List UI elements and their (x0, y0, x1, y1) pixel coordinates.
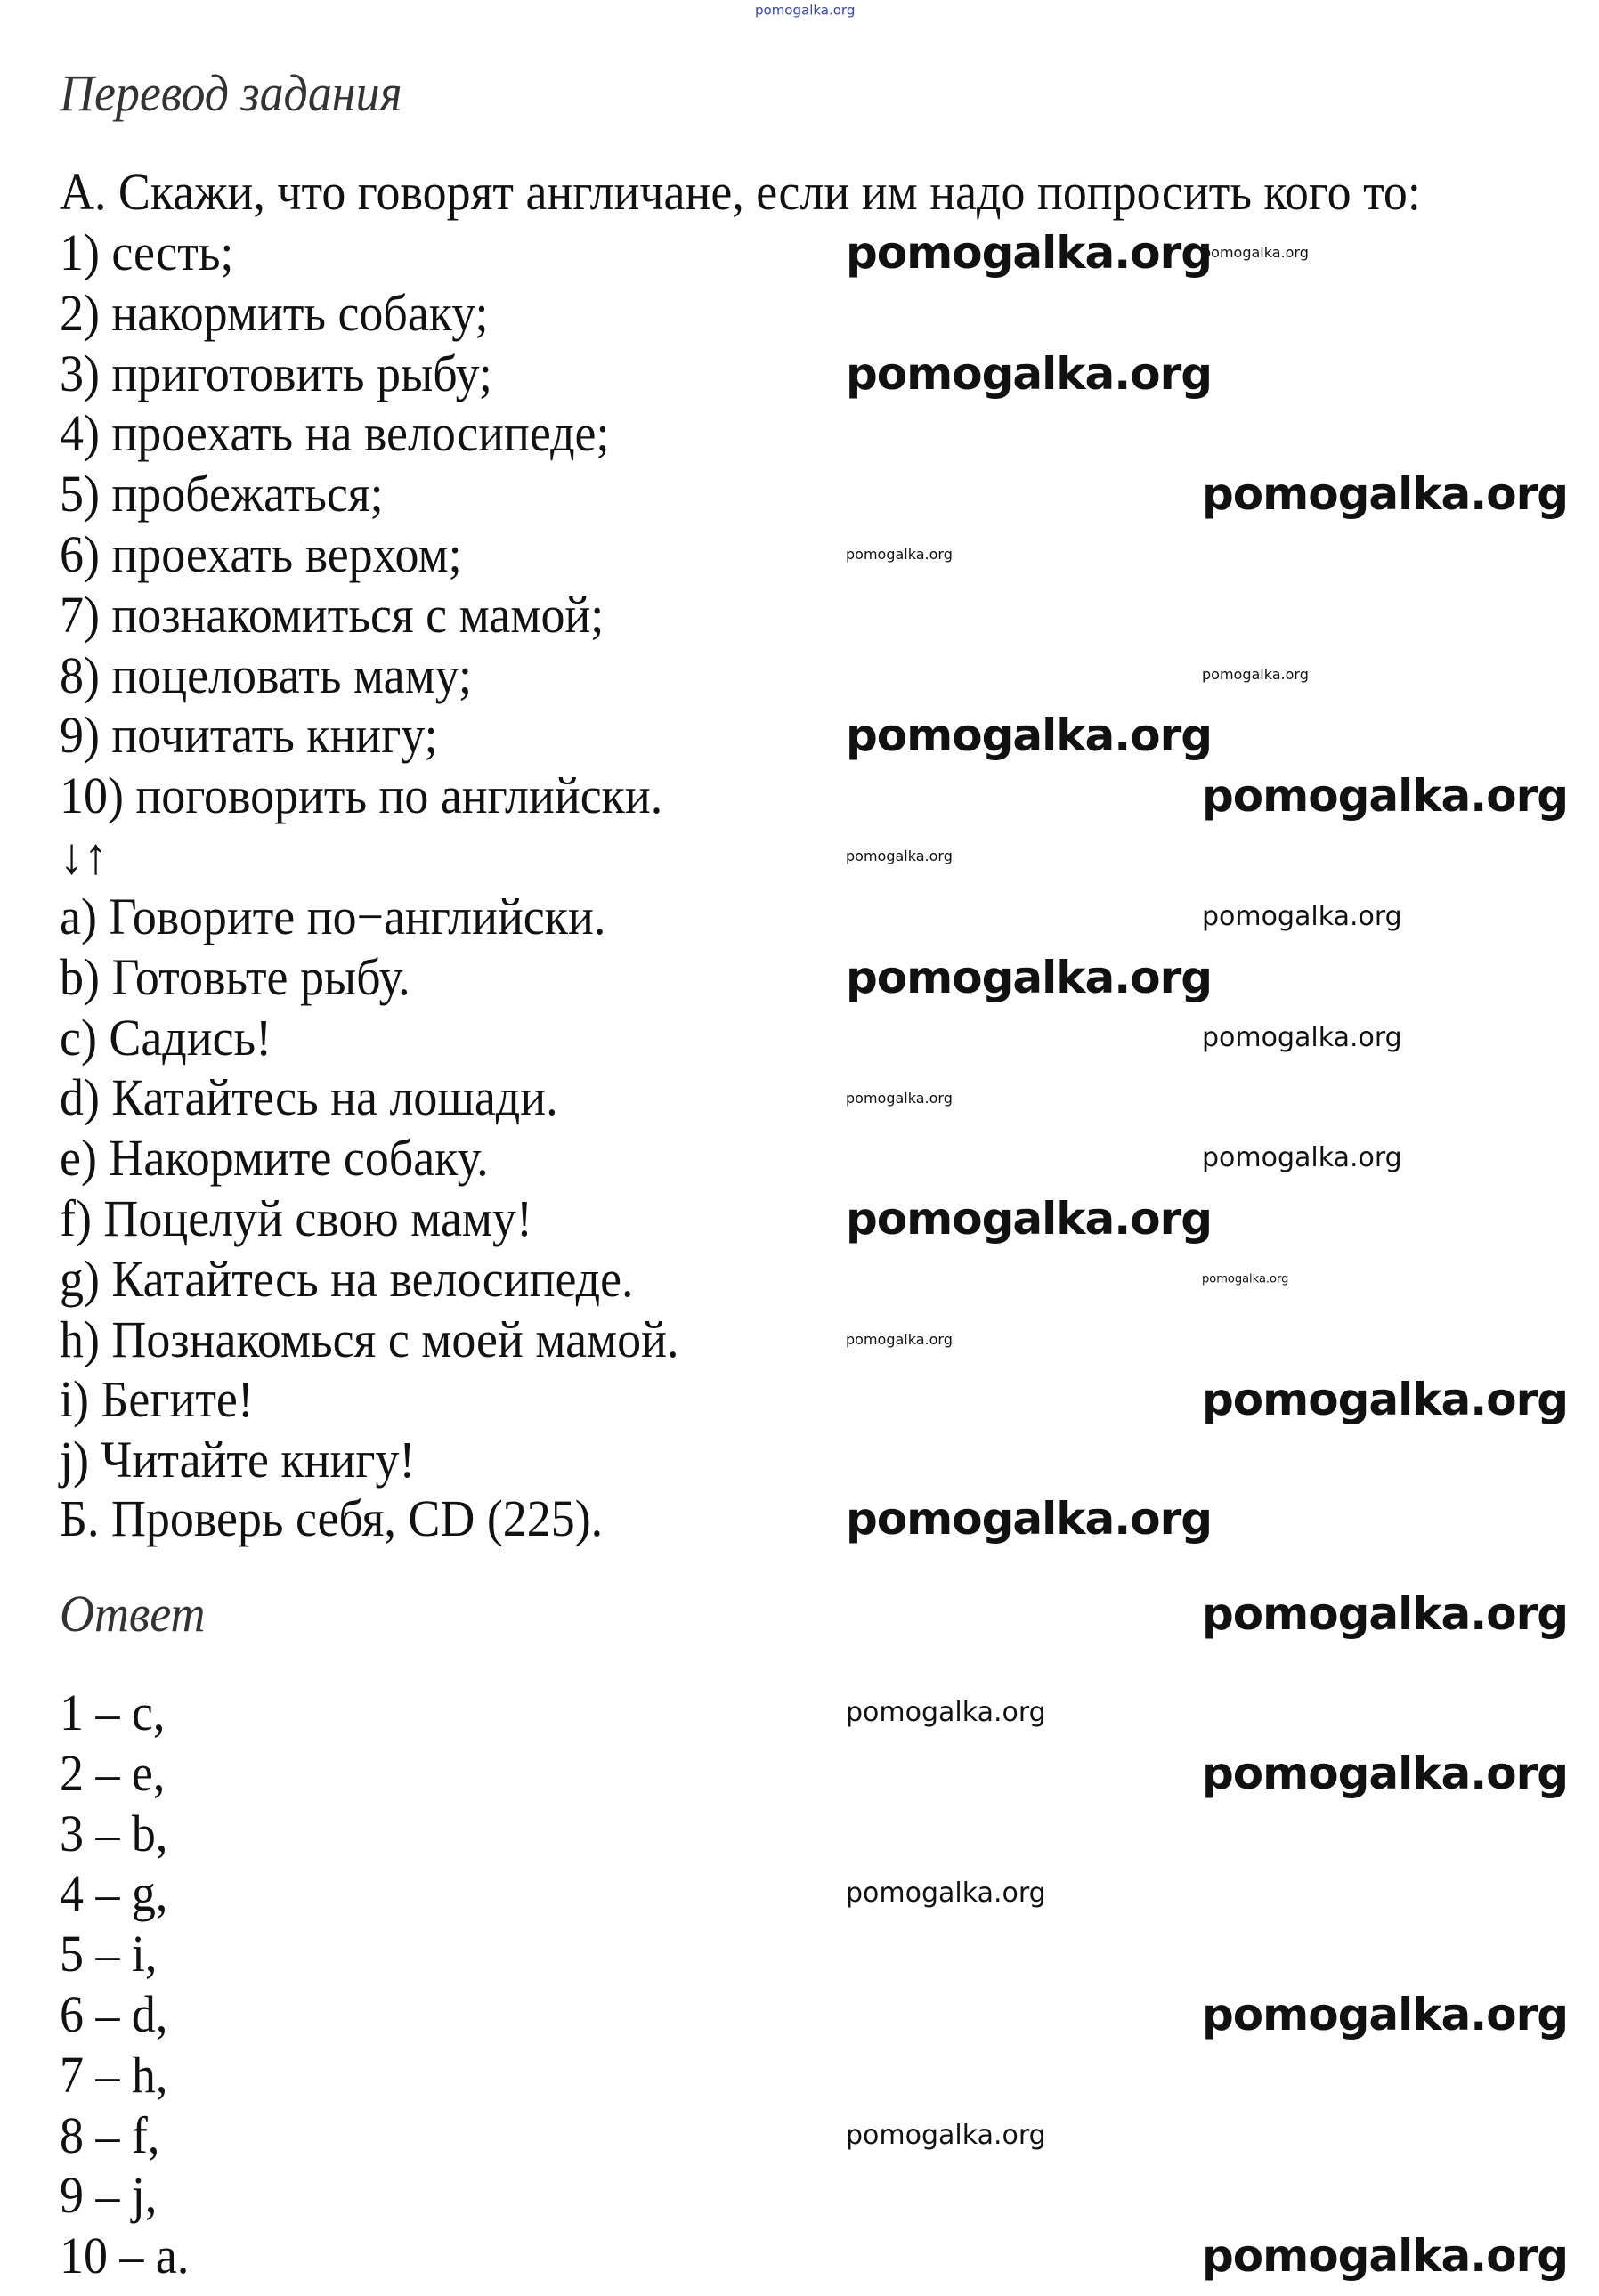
watermark: pomogalka.org (1202, 468, 1569, 520)
answer-item: 8 – f, (60, 2105, 160, 2164)
phrase-item: a) Говорите по−английски. (60, 888, 606, 945)
watermark: pomogalka.org (846, 1090, 953, 1107)
watermark: pomogalka.org (1202, 901, 1402, 932)
answer-item: 9 – j, (60, 2166, 158, 2225)
task-b-text: Б. Проверь себя, CD (225). (60, 1489, 604, 1547)
watermark: pomogalka.org (1202, 1748, 1569, 1799)
watermark: pomogalka.org (1202, 1374, 1569, 1425)
phrase-item: e) Накормите собаку. (60, 1129, 489, 1188)
answer-item: 1 – c, (60, 1683, 166, 1741)
task-item: 5) пробежаться; (60, 465, 384, 523)
answer-item: 5 – i, (60, 1925, 158, 1984)
answer-item: 7 – h, (60, 2045, 168, 2104)
task-item: 8) поцеловать маму; (60, 645, 472, 704)
section-title: Перевод задания (60, 64, 402, 122)
watermark: pomogalka.org (1202, 244, 1309, 261)
phrase-item: c) Садись! (60, 1008, 272, 1067)
watermark: pomogalka.org (755, 2, 856, 19)
watermark: pomogalka.org (846, 2120, 1046, 2151)
watermark: pomogalka.org (1202, 770, 1569, 822)
phrase-item: d) Катайтесь на лошади. (60, 1068, 558, 1127)
watermark: pomogalka.org (846, 1331, 953, 1348)
task-item: 1) сесть; (60, 223, 234, 281)
phrase-item: b) Готовьте рыбу. (60, 947, 410, 1006)
task-item: 10) поговорить по английски. (60, 767, 663, 825)
watermark: pomogalka.org (846, 1193, 1213, 1245)
phrase-item: g) Катайтесь на велосипеде. (60, 1249, 634, 1308)
watermark: pomogalka.org (1202, 1272, 1289, 1286)
watermark: pomogalka.org (846, 1697, 1046, 1728)
arrows: ↓↑ (60, 827, 108, 885)
phrase-item: h) Познакомься с моей мамой. (60, 1310, 679, 1368)
watermark: pomogalka.org (846, 952, 1213, 1003)
watermark: pomogalka.org (1202, 1142, 1402, 1173)
watermark: pomogalka.org (1202, 666, 1309, 683)
watermark: pomogalka.org (1202, 1022, 1402, 1053)
task-a-text: А. Скажи, что говорят англичане, если им надо попросить кого то: (60, 163, 1421, 221)
phrase-item: i) Бегите! (60, 1370, 254, 1429)
task-item: 2) накормить собаку; (60, 283, 489, 342)
phrase-item: f) Поцелуй свою маму! (60, 1189, 532, 1247)
watermark: pomogalka.org (846, 348, 1213, 400)
answer-item: 6 – d, (60, 1985, 168, 2043)
task-item: 3) приготовить рыбу; (60, 344, 492, 402)
task-item: 6) проехать верхом; (60, 525, 462, 583)
phrase-item: j) Читайте книгу! (60, 1431, 416, 1489)
watermark: pomogalka.org (846, 546, 953, 563)
watermark: pomogalka.org (846, 848, 953, 864)
answer-title: Ответ (60, 1585, 206, 1643)
watermark: pomogalka.org (846, 1493, 1213, 1545)
watermark: pomogalka.org (1202, 1989, 1569, 2040)
answer-item: 10 – a. (60, 2227, 190, 2285)
answer-item: 4 – g, (60, 1864, 168, 1923)
watermark: pomogalka.org (1202, 1588, 1569, 1640)
task-item: 4) проехать на велосипеде; (60, 404, 610, 463)
watermark: pomogalka.org (846, 1878, 1046, 1909)
answer-item: 3 – b, (60, 1804, 168, 1862)
watermark: pomogalka.org (1202, 2230, 1569, 2282)
watermark: pomogalka.org (846, 710, 1213, 761)
watermark: pomogalka.org (846, 227, 1213, 279)
task-item: 7) познакомиться с мамой; (60, 585, 605, 644)
answer-item: 2 – e, (60, 1743, 166, 1802)
task-item: 9) почитать книгу; (60, 706, 438, 765)
